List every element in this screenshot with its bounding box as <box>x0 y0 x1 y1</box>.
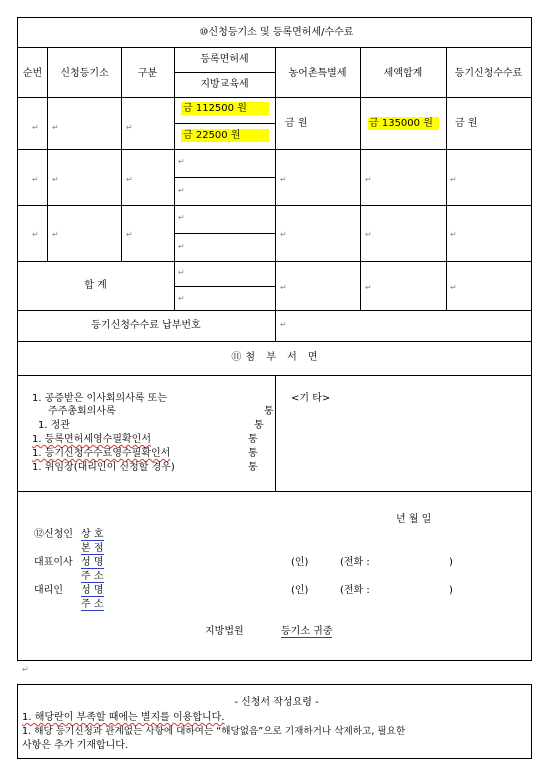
row1-fee: 금 원 <box>455 118 478 129</box>
agent-address-label: 주 소 <box>81 599 104 610</box>
header-regtax: 등록면허세 <box>200 54 249 65</box>
section10-title: ⑩신청등기소 및 등록면허세/수수료 <box>199 27 354 38</box>
attach-item-1: 1. 공증받은 이사회의사록 또는 <box>32 393 167 404</box>
row1-rural: 금 원 <box>285 118 308 129</box>
header-office: 신청등기소 <box>60 68 109 79</box>
head-office-label: 본 점 <box>81 543 104 554</box>
attach-unit-1: 통 <box>264 406 274 417</box>
agent-name-label: 성 명 <box>81 585 104 596</box>
payment-label: 등기신청수수료 납부번호 <box>91 320 201 331</box>
attach-item-3: 1. 등록면허세영수필확인서 <box>32 434 151 445</box>
court-label: 지방법원 <box>205 626 244 637</box>
ceo-name-label: 성 명 <box>81 557 104 568</box>
row1-regtax: 금 112500 원 <box>183 103 247 114</box>
attach-item-2: 1. 정관 <box>38 420 71 431</box>
attach-unit-5: 통 <box>248 462 258 473</box>
header-type: 구분 <box>137 68 158 79</box>
section11-title: ⑪첨 부 서 면 <box>231 352 322 363</box>
agent-phone: (전화 : <box>340 585 370 596</box>
notes-line-2: 1. 해당 등기신청과 관계없는 사항에 대하여는 “해당없음”으로 기재하거나 삭제하고, 필요한 <box>22 726 406 737</box>
header-no: 순번 <box>22 68 43 79</box>
ceo-phone: (전화 : <box>340 557 370 568</box>
registry-label: 등기소 귀중 <box>281 626 333 637</box>
ceo-label: 대표이사 <box>34 557 73 568</box>
agent-seal: (인) <box>291 585 309 596</box>
row1-localedu: 금 22500 원 <box>183 130 241 141</box>
ceo-seal: (인) <box>291 557 309 568</box>
attach-unit-4: 통 <box>248 448 258 459</box>
applicant-label: ⑫신청인 <box>34 529 73 540</box>
attach-item-1b: 주주총회의사록 <box>48 406 116 417</box>
ceo-phone-close: ) <box>449 557 453 568</box>
trade-name-label: 상 호 <box>81 529 104 540</box>
header-localedu: 지방교육세 <box>200 79 249 90</box>
notes-line-1: 1. 해당란이 부족할 때에는 별지를 이용합니다. <box>22 712 225 723</box>
header-rural: 농어촌특별세 <box>288 68 347 79</box>
total-label: 합 계 <box>84 280 107 291</box>
attach-item-4: 1. 등기신청수수료영수필확인서 <box>32 448 171 459</box>
agent-phone-close: ) <box>449 585 453 596</box>
date-line: 년 월 일 <box>396 514 432 525</box>
attach-item-5: 1. 위임장(대리인이 신청할 경우) <box>32 462 175 473</box>
other-label: <기 타> <box>291 393 331 404</box>
ceo-address-label: 주 소 <box>81 571 104 582</box>
row1-taxsum: 금 135000 원 <box>369 118 433 129</box>
header-taxsum: 세액합계 <box>383 68 423 79</box>
attach-unit-3: 통 <box>248 434 258 445</box>
header-fee: 등기신청수수료 <box>454 68 523 79</box>
agent-label: 대리인 <box>34 585 63 596</box>
notes-line-3: 사항은 추가 기재합니다. <box>22 740 129 751</box>
notes-title: - 신청서 작성요령 - <box>234 697 319 708</box>
attach-unit-2: 통 <box>254 420 264 431</box>
